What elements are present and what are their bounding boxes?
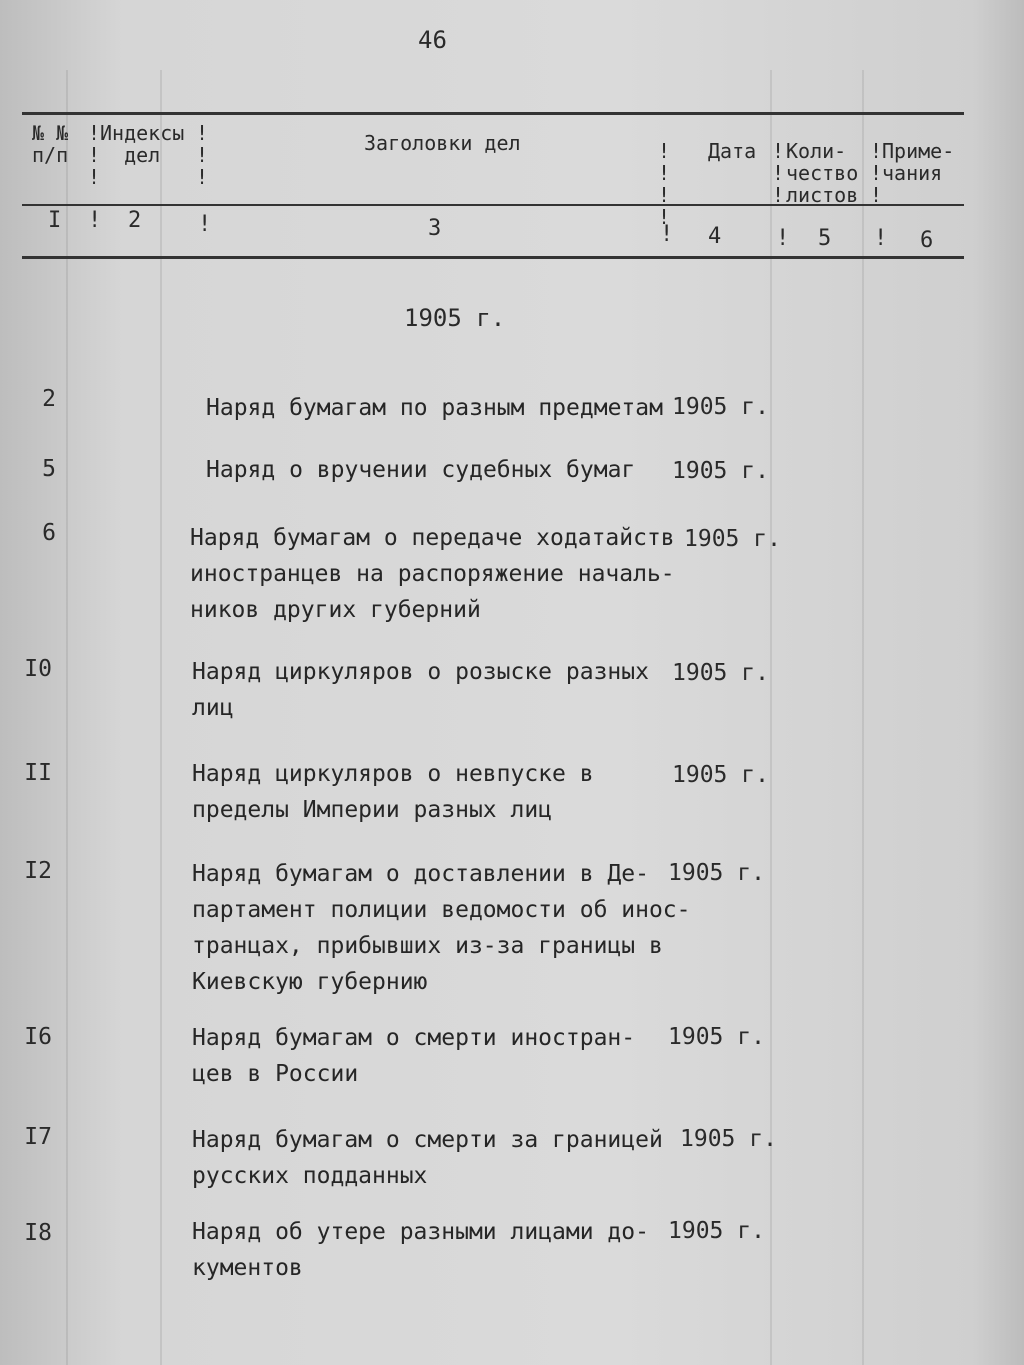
column-number: I <box>48 208 62 233</box>
bleed-line <box>160 70 162 1365</box>
row-number: I2 <box>24 858 52 884</box>
row-date: 1905 г. <box>668 1024 765 1050</box>
column-number: 5 <box>818 226 832 251</box>
row-number: I6 <box>24 1024 52 1050</box>
column-separator: ! <box>660 222 674 247</box>
column-separator: ! <box>874 226 888 251</box>
row-date: 1905 г. <box>672 458 769 484</box>
row-title: Наряд об утере разными лицами до- кументов <box>192 1219 649 1281</box>
column-number: 4 <box>708 224 722 249</box>
header-bottom-rule <box>22 256 964 259</box>
row-title: Наряд бумагам о смерти за границей русских подданных <box>192 1127 663 1189</box>
column-separator: ! <box>198 212 212 237</box>
header-top-rule <box>22 112 964 115</box>
row-date: 1905 г. <box>680 1126 777 1152</box>
row-number: 6 <box>42 520 56 546</box>
header-col-sheets: Коли- чество листов <box>786 139 859 207</box>
header-col-index: Индексы дел <box>100 121 185 167</box>
row-number: II <box>24 760 52 786</box>
bleed-line <box>66 70 68 1365</box>
row-title: Наряд бумагам по разным предметам <box>206 395 663 421</box>
header-separator: ! ! ! <box>88 121 101 189</box>
column-number: 6 <box>920 228 934 253</box>
page-number: 46 <box>418 26 447 54</box>
row-number: 5 <box>42 456 56 482</box>
row-title: Наряд о вручении судебных бумаг <box>206 457 636 483</box>
header-separator: ! ! ! <box>196 121 209 189</box>
header-separator: ! ! ! <box>870 139 883 207</box>
row-date: 1905 г. <box>684 526 781 552</box>
row-date: 1905 г. <box>668 860 765 886</box>
header-col-notes: Приме- чания <box>882 139 955 185</box>
header-separator: ! ! ! ! <box>658 139 671 229</box>
column-number: 3 <box>428 216 442 241</box>
row-title: Наряд бумагам о смерти иностран- цев в России <box>192 1025 636 1087</box>
bleed-line <box>770 70 772 1365</box>
row-number: 2 <box>42 386 56 412</box>
column-separator: ! <box>88 208 102 233</box>
row-number: I7 <box>24 1124 52 1150</box>
row-date: 1905 г. <box>672 394 769 420</box>
column-number: 2 <box>128 208 142 233</box>
row-title: Наряд циркуляров о розыске разных лиц <box>192 659 649 721</box>
row-date: 1905 г. <box>668 1218 765 1244</box>
header-col-number: № № п/п <box>32 121 69 167</box>
bleed-line <box>862 70 864 1365</box>
header-col-titles: Заголовки дел <box>364 131 521 155</box>
row-title: Наряд бумагам о доставлении в Де- партамент полиции ведомости об инос- транцах, прибывших из-за границы в Киевскую губернию <box>192 861 691 995</box>
year-heading: 1905 г. <box>404 304 506 332</box>
row-date: 1905 г. <box>672 762 769 788</box>
row-title: Наряд циркуляров о невпуске в пределы Империи разных лиц <box>192 761 594 823</box>
row-date: 1905 г. <box>672 660 769 686</box>
column-separator: ! <box>776 226 790 251</box>
row-number: I0 <box>24 656 52 682</box>
row-title: Наряд бумагам о передаче ходатайств иностранцев на распоряжение началь- ников других губерний <box>190 525 675 623</box>
row-number: I8 <box>24 1220 52 1246</box>
header-separator: ! ! ! <box>772 139 785 207</box>
header-col-date: Дата <box>708 139 757 163</box>
